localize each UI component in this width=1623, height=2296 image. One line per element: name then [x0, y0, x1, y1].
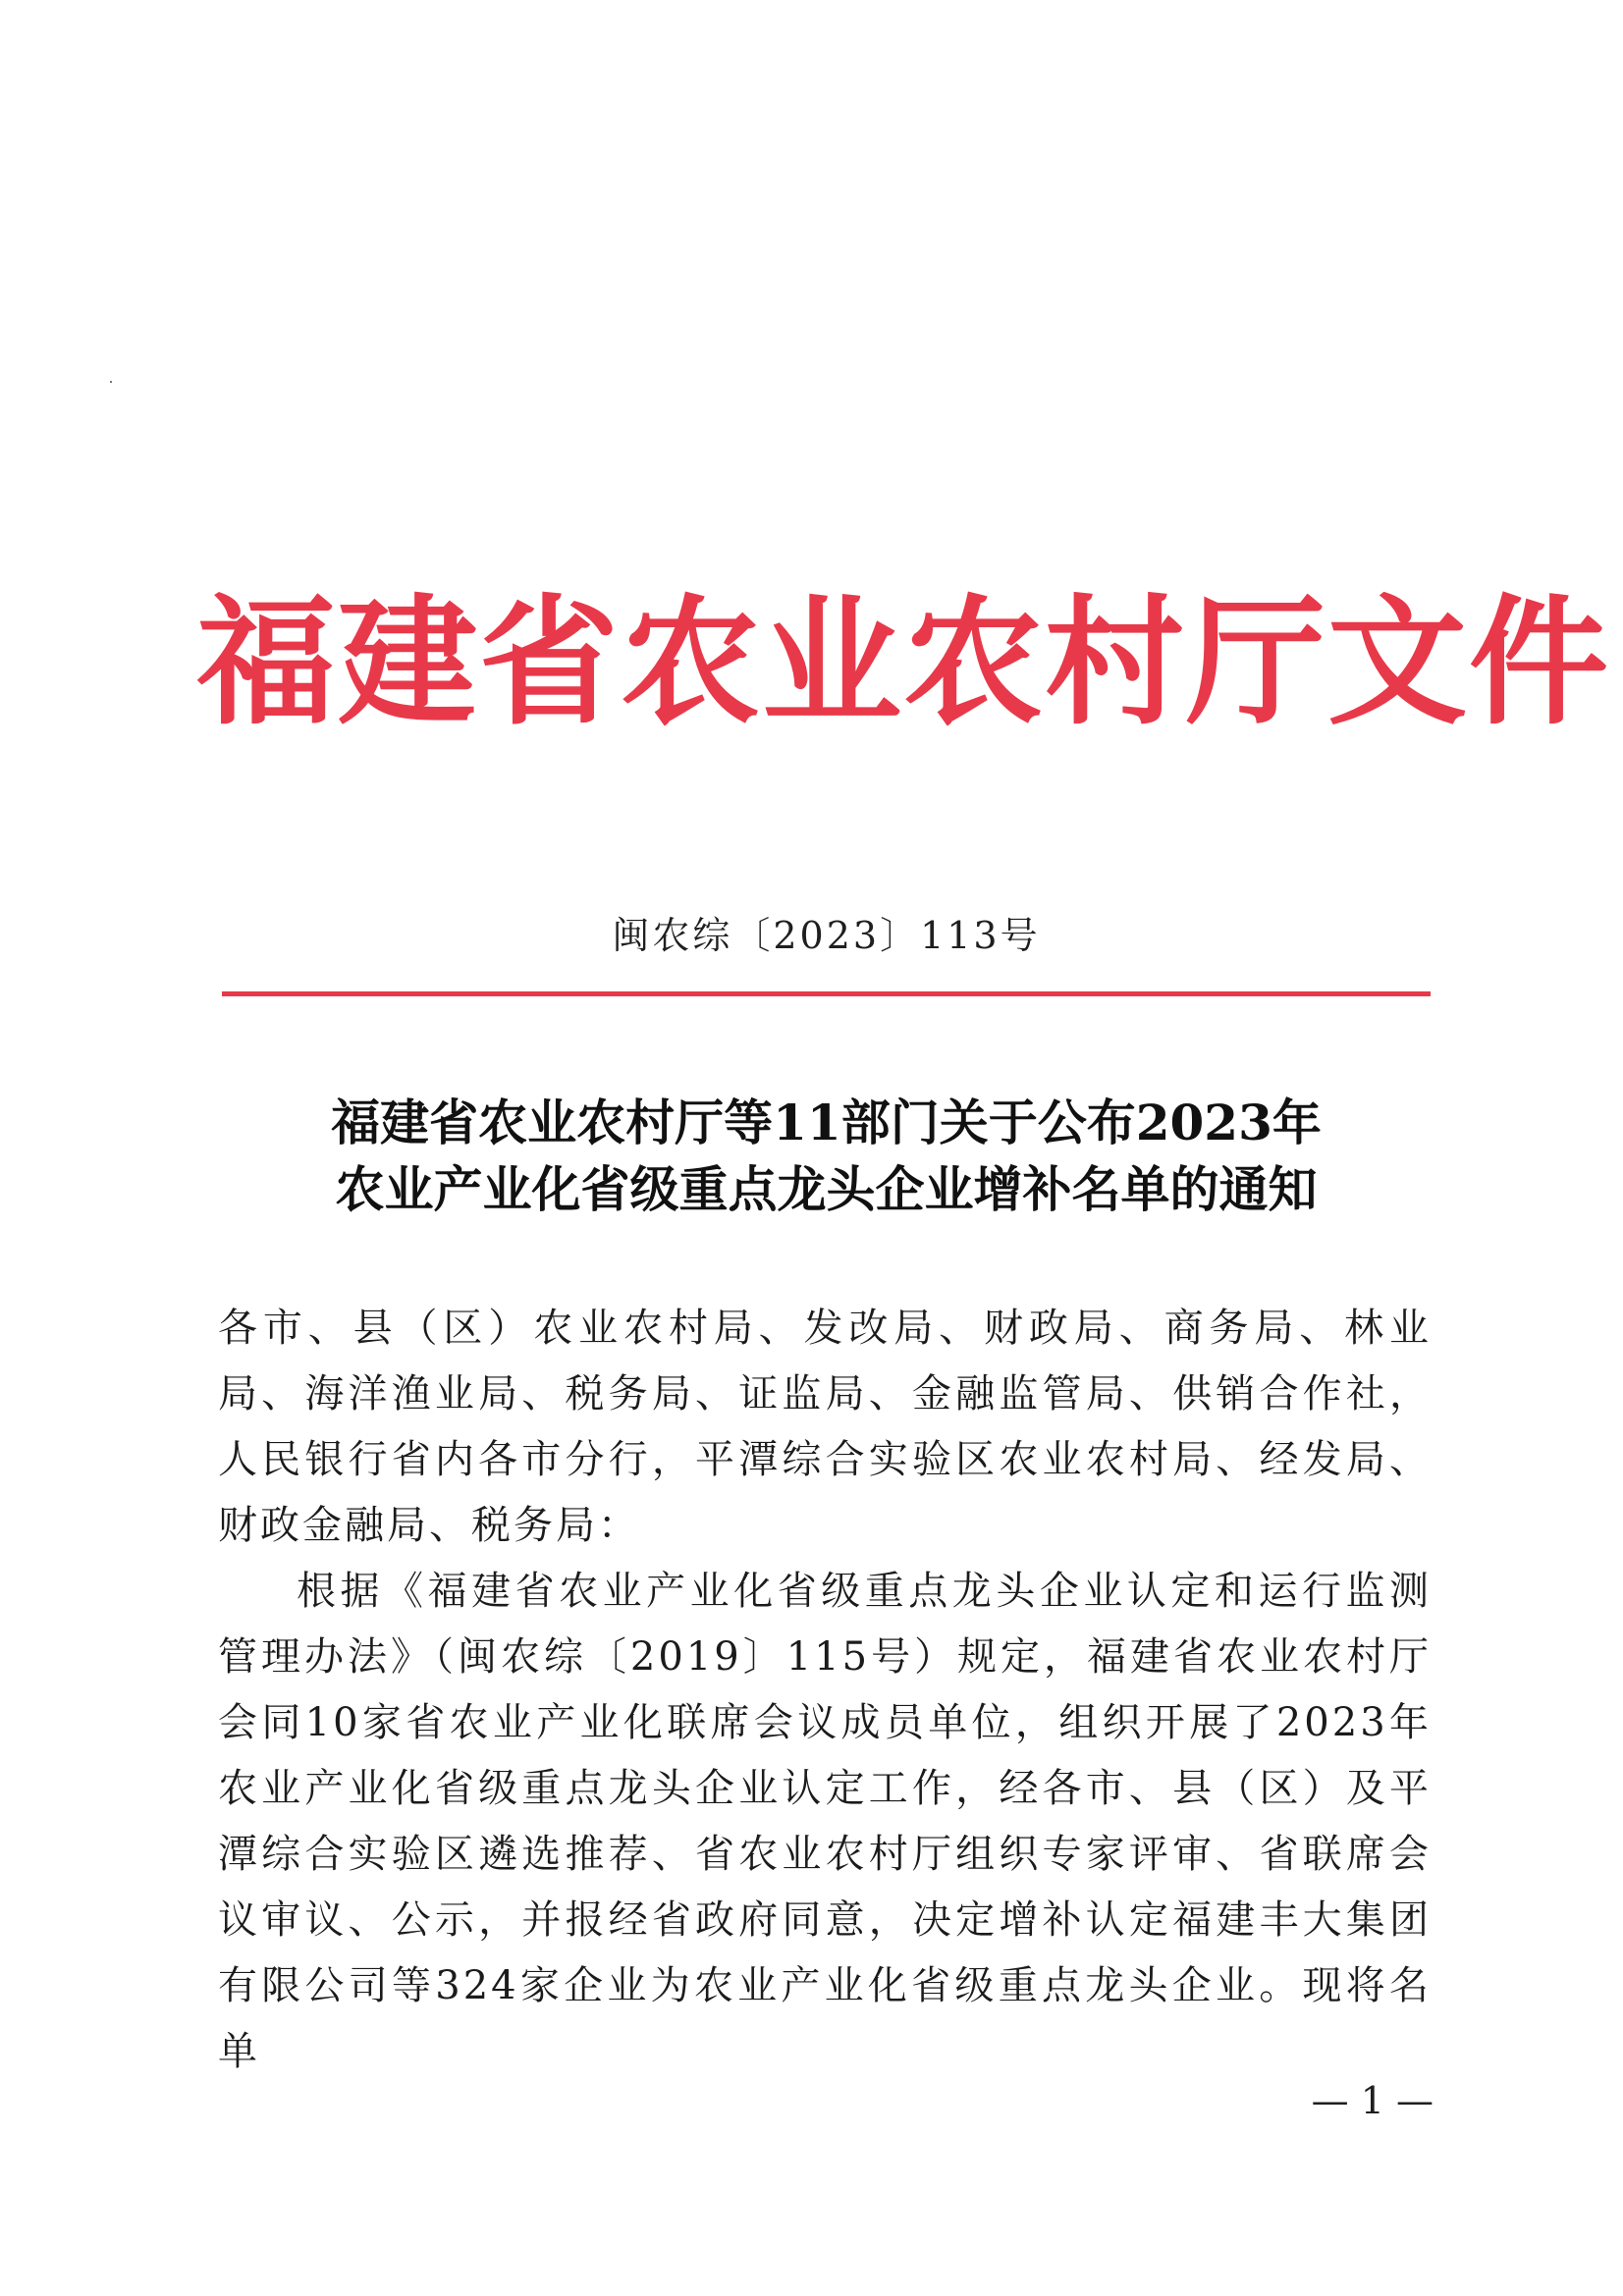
body-paragraph-1: 根据《福建省农业产业化省级重点龙头企业认定和运行监测管理办法》（闽农综〔2019〕115号）规定，福建省农业农村厅会同10家省农业产业化联席会议成员单位，组织开展了2023年农业产业化省级重点龙头企业认定工作，经各市、县（区）及平潭综合实验区遴选推荐、省农业农村厅组织专家评审、省联席会议审议、公示，并报经省政府同意，决定增补认定福建丰大集团有限公司等324家企业为农业产业化省级重点龙头企业。现将名单	[218, 1569, 1432, 2074]
notice-title-line-2: 农业产业化省级重点龙头企业增补名单的通知	[335, 1160, 1318, 1218]
masthead-title: 福建省农业农村厅文件	[196, 581, 1610, 744]
document-number: 闽农综〔2023〕113号	[612, 914, 1041, 957]
notice-title	[222, 1090, 1431, 1223]
scan-speck	[110, 381, 112, 383]
notice-title-line-1: 福建省农业农村厅等11部门关于公布2023年	[331, 1094, 1322, 1151]
page-number: — 1 —	[1311, 2079, 1434, 2122]
red-divider-line	[222, 991, 1431, 996]
notice-body	[218, 1296, 1432, 2085]
addressee-paragraph: 各市、县（区）农业农村局、发改局、财政局、商务局、林业局、海洋渔业局、税务局、证监局、金融监管局、供销合作社，人民银行省内各市分行，平潭综合实验区农业农村局、经发局、财政金融局、税务局：	[218, 1306, 1432, 1548]
